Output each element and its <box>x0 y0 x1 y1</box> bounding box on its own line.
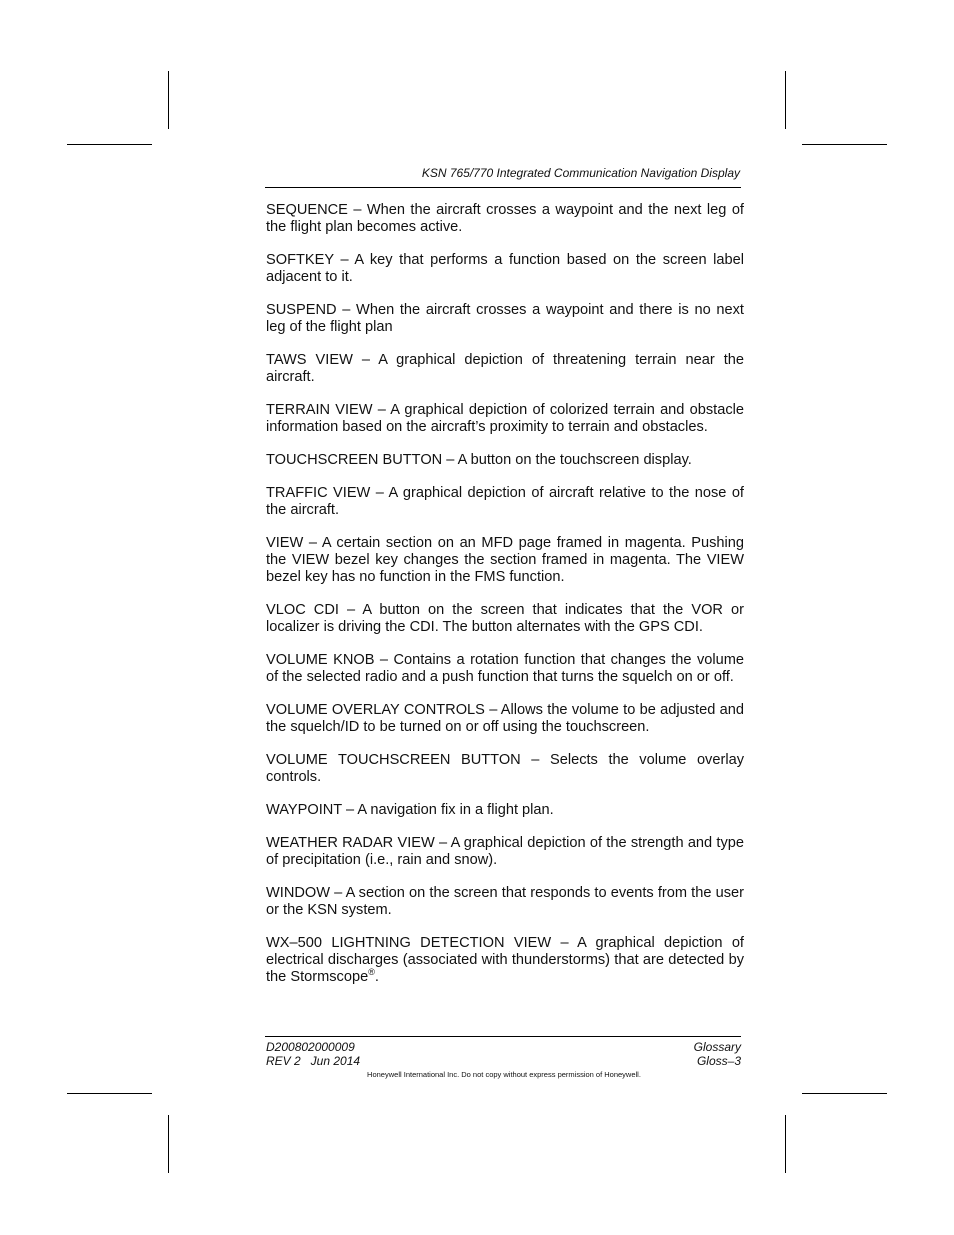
glossary-entry: VOLUME KNOB – Contains a rotation function that changes the volume of the selected radio and a push function that turns the squelch on or off. <box>266 652 744 685</box>
glossary-entry: VLOC CDI – A button on the screen that indicates that the VOR or localizer is driving the CDI. The button alternates with the GPS CDI. <box>266 602 744 635</box>
crop-mark-top-left-horizontal <box>67 144 152 145</box>
glossary-entry: TOUCHSCREEN BUTTON – A button on the touchscreen display. <box>266 452 692 468</box>
copyright-notice: Honeywell International Inc. Do not copy without express permission of Honeywell. <box>367 1070 641 1079</box>
glossary-entry: VIEW – A certain section on an MFD page framed in magenta. Pushing the VIEW bezel key changes the section framed in magenta. The VIEW bezel key has no function in the FMS function. <box>266 535 744 585</box>
glossary-entry: TAWS VIEW – A graphical depiction of threatening terrain near the aircraft. <box>266 352 744 385</box>
glossary-entry: SUSPEND – When the aircraft crosses a waypoint and there is no next leg of the flight plan <box>266 302 744 335</box>
glossary-entry: VOLUME TOUCHSCREEN BUTTON – Selects the volume overlay controls. <box>266 752 744 785</box>
crop-mark-top-right-horizontal <box>802 144 887 145</box>
glossary-entry: WEATHER RADAR VIEW – A graphical depiction of the strength and type of precipitation (i.e., rain and snow). <box>266 835 744 868</box>
header-rule <box>265 187 741 188</box>
registered-trademark-mark: ® <box>368 967 375 978</box>
glossary-entry: WINDOW – A section on the screen that responds to events from the user or the KSN system. <box>266 885 744 918</box>
crop-mark-top-right-vertical <box>785 71 786 129</box>
footer-right <box>560 1040 741 1068</box>
entry-end-punctuation: . <box>374 969 379 985</box>
glossary-entry: SEQUENCE – When the aircraft crosses a waypoint and the next leg of the flight plan becomes active. <box>266 202 744 235</box>
document-number: D200802000009 <box>266 1040 355 1054</box>
crop-mark-bottom-left-vertical <box>168 1115 169 1173</box>
glossary-entry-text: WX–500 LIGHTNING DETECTION VIEW – A graphical depiction of electrical discharges (associated with thunderstorms) that are detected by the Stormscope <box>266 935 744 985</box>
crop-mark-bottom-right-horizontal <box>802 1093 887 1094</box>
crop-mark-bottom-right-vertical <box>785 1115 786 1173</box>
glossary-entry: TERRAIN VIEW – A graphical depiction of colorized terrain and obstacle information based on the aircraft’s proximity to terrain and obstacles. <box>266 402 744 435</box>
glossary-entry-last <box>266 935 744 986</box>
section-name: Glossary <box>693 1040 741 1054</box>
crop-mark-bottom-left-horizontal <box>67 1093 152 1094</box>
glossary-entry: WAYPOINT – A navigation fix in a flight plan. <box>266 802 554 818</box>
crop-mark-top-left-vertical <box>168 71 169 129</box>
page-number: Gloss–3 <box>696 1054 741 1068</box>
glossary-entry: SOFTKEY – A key that performs a function based on the screen label adjacent to it. <box>266 252 744 285</box>
glossary-entry: TRAFFIC VIEW – A graphical depiction of aircraft relative to the nose of the aircraft. <box>266 485 744 518</box>
glossary-entries <box>266 202 744 1002</box>
revision-date: REV 2 Jun 2014 <box>266 1054 361 1068</box>
footer-left <box>266 1040 360 1068</box>
glossary-entry: VOLUME OVERLAY CONTROLS – Allows the volume to be adjusted and the squelch/ID to be turned on or off using the touchscreen. <box>266 702 744 735</box>
running-header-title: KSN 765/770 Integrated Communication Navigation Display <box>421 166 740 180</box>
footer-rule <box>265 1036 741 1037</box>
